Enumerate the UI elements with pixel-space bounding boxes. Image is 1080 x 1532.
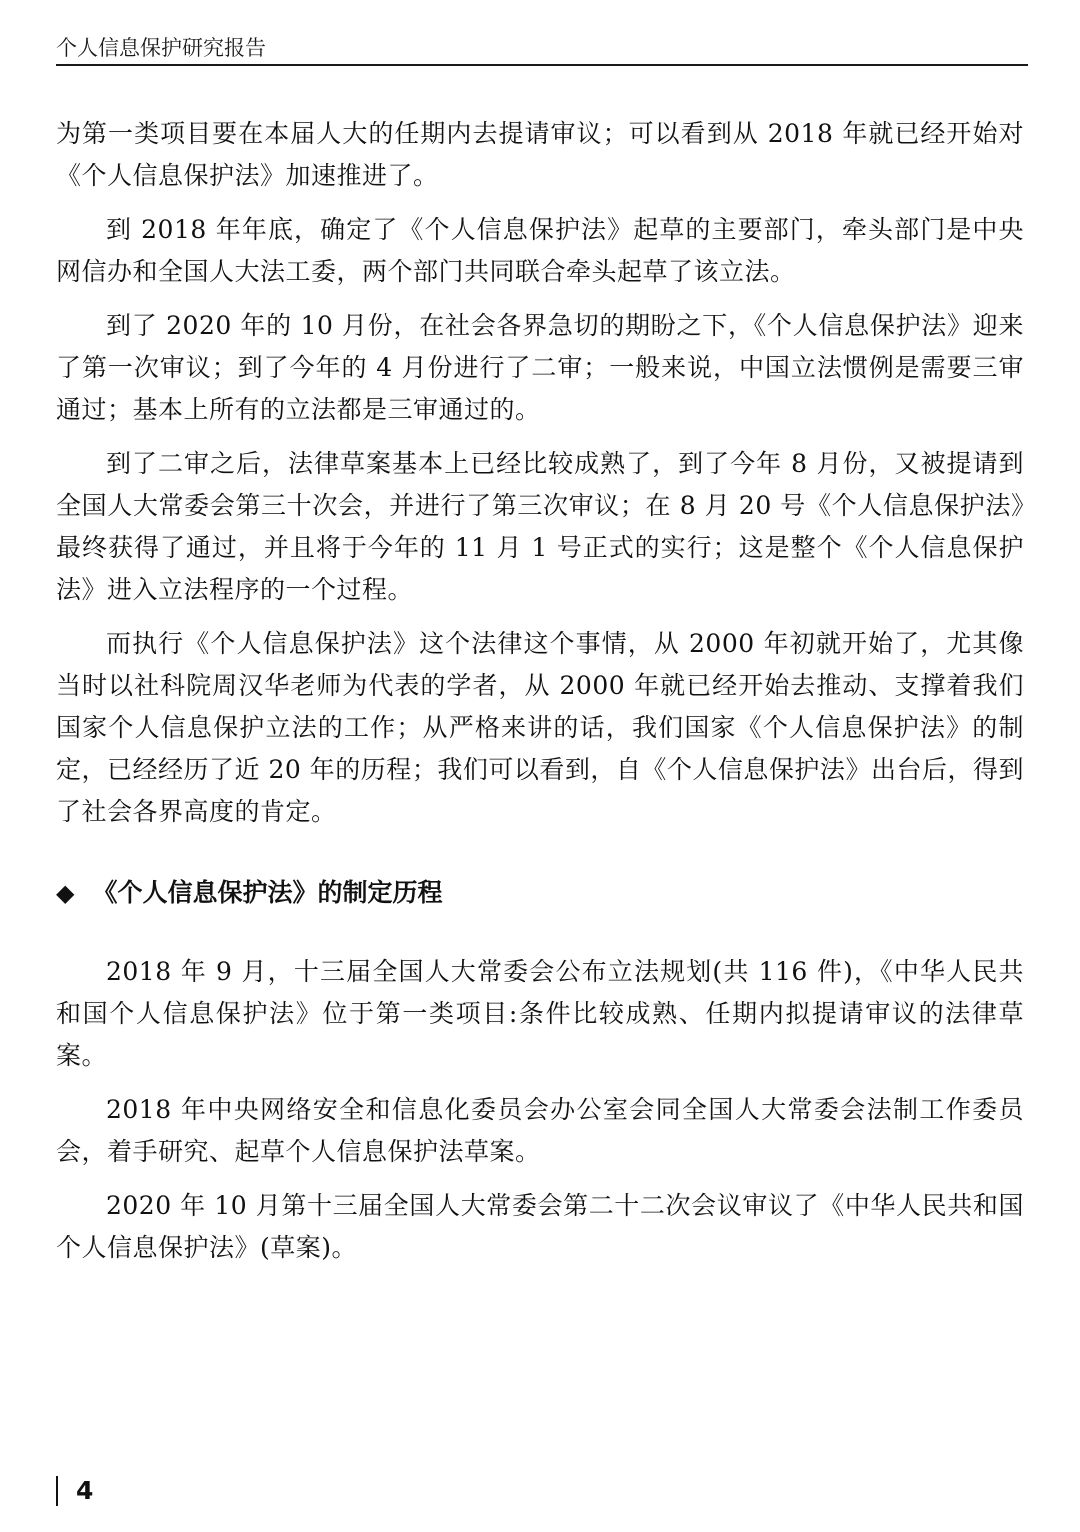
paragraph: 到了 2020 年的 10 月份，在社会各界急切的期盼之下，《个人信息保护法》迎来了第一次审议；到了今年的 4 月份进行了二审；一般来说，中国立法惯例是需要三审通过；基本上所有的立法都是三审通过的。 [56, 311, 1024, 424]
page-body [56, 113, 1024, 1269]
section-heading [56, 873, 1024, 913]
section-heading-title: 《个人信息保护法》的制定历程 [92, 878, 443, 907]
paragraph: 到 2018 年年底，确定了《个人信息保护法》起草的主要部门，牵头部门是中央网信办和全国人大法工委，两个部门共同联合牵头起草了该立法。 [56, 215, 1024, 286]
paragraph: 2018 年 9 月，十三届全国人大常委会公布立法规划(共 116 件)，《中华人民共和国个人信息保护法》位于第一类项目:条件比较成熟、任期内拟提请审议的法律草案。 [56, 957, 1024, 1070]
header-divider [56, 64, 1028, 66]
paragraph-continued: 为第一类项目要在本届人大的任期内去提请审议；可以看到从 2018 年就已经开始对《个人信息保护法》加速推进了。 [56, 119, 1024, 190]
paragraph: 2020 年 10 月第十三届全国人大常委会第二十二次会议审议了《中华人民共和国个人信息保护法》(草案)。 [56, 1191, 1024, 1262]
page-number: 4 [76, 1476, 94, 1505]
paragraph: 到了二审之后，法律草案基本上已经比较成熟了，到了今年 8 月份，又被提请到全国人大常委会第三十次会，并进行了第三次审议；在 8 月 20 号《个人信息保护法》最终获得了通过，并且将于今年的 11 月 1 号正式的实行；这是整个《个人信息保护法》进入立法程序的一个过程。 [56, 449, 1024, 604]
diamond-bullet-icon: ◆ [56, 879, 75, 907]
paragraph: 而执行《个人信息保护法》这个法律这个事情，从 2000 年初就开始了，尤其像当时以社科院周汉华老师为代表的学者，从 2000 年就已经开始去推动、支撑着我们国家个人信息保护立法的工作；从严格来讲的话，我们国家《个人信息保护法》的制定，已经经历了近 20 年的历程；我们可以看到，自《个人信息保护法》出台后，得到了社会各界高度的肯定。 [56, 629, 1024, 826]
paragraph: 2018 年中央网络安全和信息化委员会办公室会同全国人大常委会法制工作委员会，着手研究、起草个人信息保护法草案。 [56, 1095, 1024, 1166]
page-footer [56, 1476, 93, 1506]
running-header-title: 个人信息保护研究报告 [56, 36, 266, 60]
footer-bar [56, 1476, 58, 1506]
